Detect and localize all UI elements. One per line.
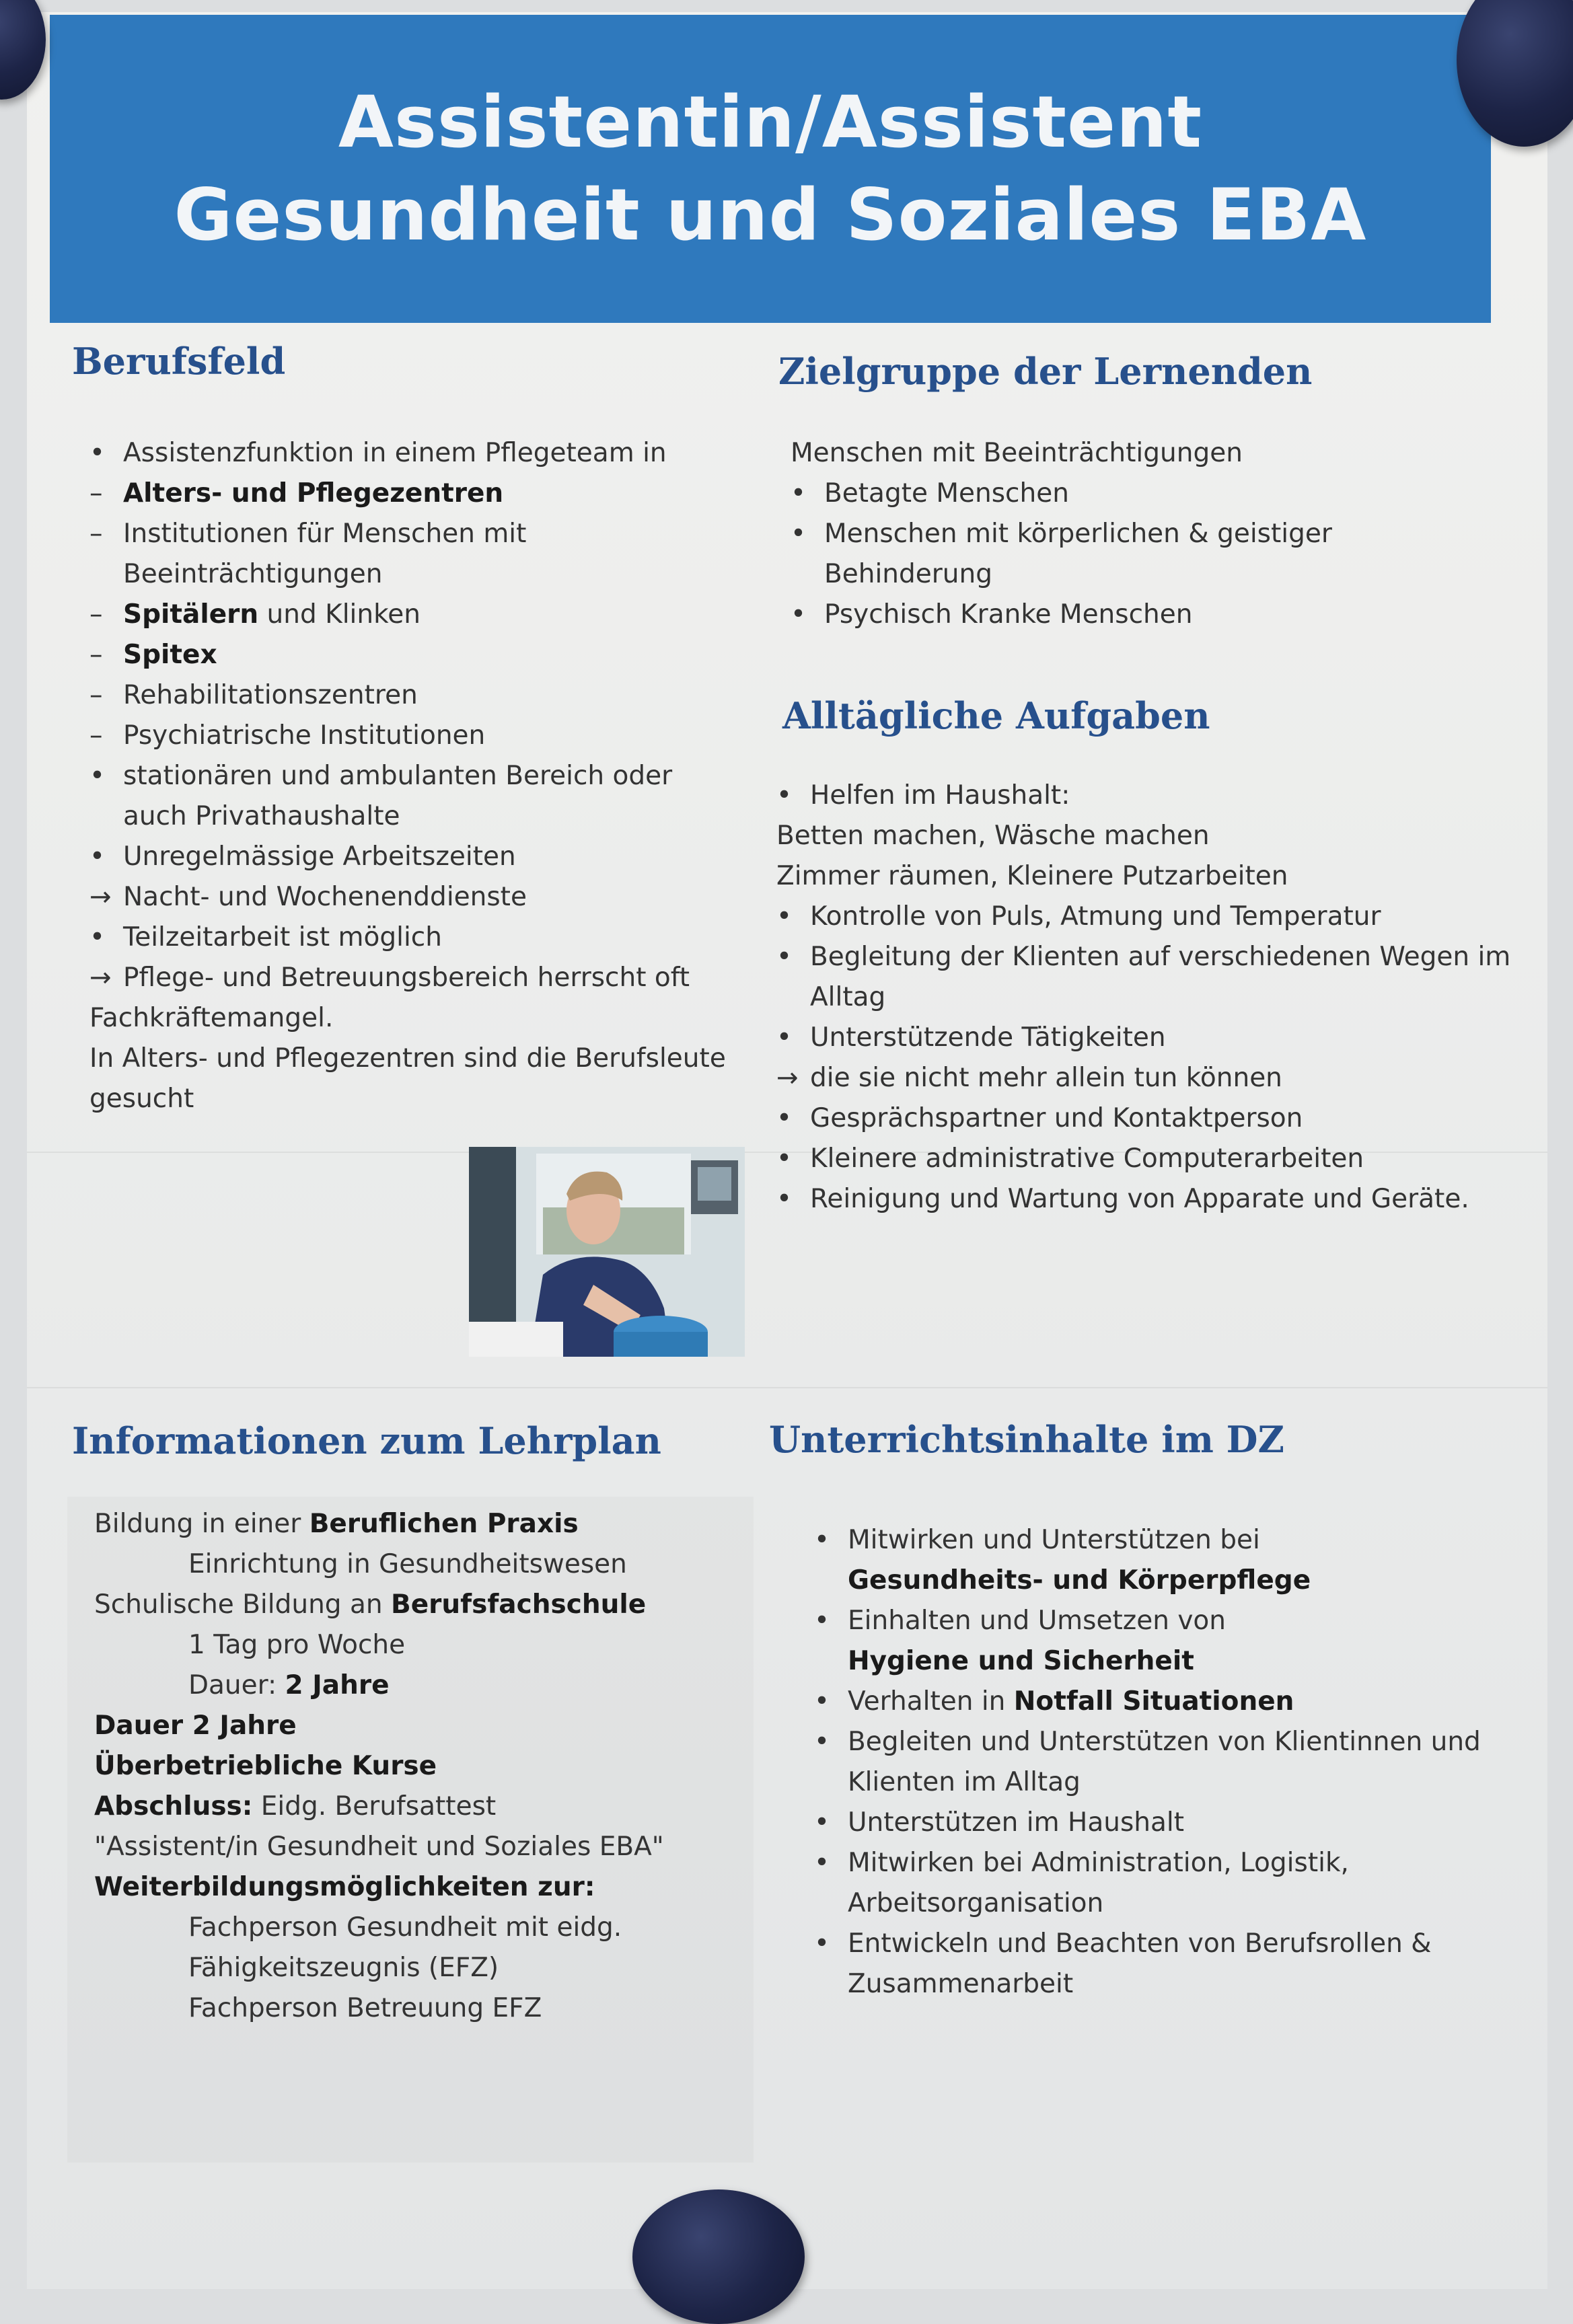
item-bold-text: Berufsfachschule bbox=[390, 1589, 647, 1620]
item-text: Fachkräftemangel. bbox=[89, 1003, 334, 1033]
item-text: Psychiatrische Institutionen bbox=[123, 720, 486, 751]
bullet-marker: – bbox=[89, 478, 103, 509]
list-item bbox=[814, 1601, 1514, 1682]
aufgaben-items bbox=[776, 776, 1523, 1220]
list-item bbox=[776, 897, 1523, 937]
list-item bbox=[89, 756, 729, 837]
bullet-marker: • bbox=[814, 1928, 830, 1959]
item-bold-text: Dauer 2 Jahre bbox=[94, 1711, 297, 1741]
paper-fold-line bbox=[27, 1387, 1547, 1388]
lehrplan-list bbox=[94, 1504, 754, 2029]
item-text: Fähigkeitszeugnis (EFZ) bbox=[188, 1953, 499, 1983]
list-item bbox=[814, 1924, 1514, 2004]
item-text: Teilzeitarbeit ist möglich bbox=[123, 922, 442, 952]
item-text: Kleinere administrative Computerarbeiten bbox=[810, 1144, 1364, 1174]
magnet-bottom bbox=[632, 2189, 805, 2324]
list-item bbox=[89, 433, 729, 474]
item-bold-text: Notfall Situationen bbox=[1013, 1686, 1294, 1717]
item-bold-text: Spitex bbox=[123, 640, 217, 670]
caregiver-photo-image bbox=[469, 1147, 745, 1357]
bullet-marker: • bbox=[776, 1144, 793, 1174]
list-item bbox=[89, 1039, 729, 1119]
list-item bbox=[94, 1948, 754, 1988]
bullet-marker: • bbox=[814, 1807, 830, 1838]
item-text: und Klinken bbox=[258, 599, 421, 630]
list-item bbox=[94, 1908, 754, 1948]
list-item bbox=[94, 1706, 754, 1746]
bullet-marker: • bbox=[776, 901, 793, 932]
list-item bbox=[776, 816, 1523, 856]
bullet-marker: • bbox=[791, 519, 807, 549]
item-text: In Alters- und Pflegezentren sind die Berufsleute gesucht bbox=[89, 1043, 726, 1114]
item-text: Begleiten und Unterstützen von Klientinnen und Klienten im Alltag bbox=[848, 1727, 1481, 1797]
item-text: Schulische Bildung an bbox=[94, 1589, 391, 1620]
list-item bbox=[94, 1665, 754, 1706]
list-item bbox=[814, 1722, 1514, 1803]
item-text: die sie nicht mehr allein tun können bbox=[810, 1063, 1282, 1093]
item-text: Mitwirken und Unterstützen bei bbox=[848, 1525, 1260, 1555]
list-item bbox=[94, 1504, 754, 1544]
berufsfeld-items bbox=[89, 433, 729, 1119]
bullet-marker: – bbox=[89, 599, 103, 630]
photo-caregiver bbox=[469, 1147, 745, 1357]
item-bold-text: Alters- und Pflegezentren bbox=[123, 478, 504, 509]
item-text: Gesprächspartner und Kontaktperson bbox=[810, 1103, 1303, 1133]
item-bold-text: 2 Jahre bbox=[285, 1670, 390, 1700]
item-text: Unregelmässige Arbeitszeiten bbox=[123, 841, 516, 872]
item-text: Pflege- und Betreuungsbereich herrscht oft bbox=[123, 963, 690, 993]
list-item bbox=[94, 1827, 754, 1867]
item-text: Helfen im Haushalt: bbox=[810, 780, 1070, 811]
bullet-marker: • bbox=[776, 1022, 793, 1053]
bullet-marker: • bbox=[791, 478, 807, 509]
aufgaben-list bbox=[776, 776, 1523, 1220]
bullet-marker: • bbox=[776, 780, 793, 811]
item-text: Betten machen, Wäsche machen bbox=[776, 821, 1210, 851]
bullet-marker: • bbox=[814, 1606, 830, 1636]
bullet-marker: • bbox=[776, 1184, 793, 1214]
list-item bbox=[814, 1682, 1514, 1722]
zielgruppe-list bbox=[791, 433, 1497, 635]
list-item bbox=[776, 1179, 1523, 1220]
item-text: Eidg. Berufsattest bbox=[252, 1791, 497, 1822]
bullet-marker: – bbox=[89, 720, 103, 751]
item-text: stationären und ambulanten Bereich oder auch Privathaushalte bbox=[123, 761, 673, 831]
list-item bbox=[94, 1625, 754, 1665]
list-item bbox=[94, 1544, 754, 1585]
bullet-marker: • bbox=[89, 438, 106, 468]
heading-zielgruppe: Zielgruppe der Lernenden bbox=[778, 350, 1313, 393]
item-bold-text: Gesundheits- und Körperpflege bbox=[848, 1565, 1311, 1596]
lehrplan-items bbox=[94, 1504, 754, 2029]
list-item bbox=[89, 675, 729, 716]
list-item bbox=[814, 1803, 1514, 1843]
list-item bbox=[776, 1018, 1523, 1058]
item-text: Zimmer räumen, Kleinere Putzarbeiten bbox=[776, 861, 1288, 891]
title-line-2: Gesundheit und Soziales EBA bbox=[174, 174, 1367, 256]
list-item bbox=[89, 595, 729, 635]
heading-berufsfeld: Berufsfeld bbox=[72, 340, 286, 383]
bullet-marker: → bbox=[776, 1063, 799, 1093]
item-text: Begleitung der Klienten auf verschiedenen Wegen im Alltag bbox=[810, 942, 1511, 1012]
item-text: Assistenzfunktion in einem Pflegeteam in bbox=[123, 438, 667, 468]
bullet-marker: • bbox=[814, 1848, 830, 1878]
item-bold-text: Beruflichen Praxis bbox=[309, 1509, 579, 1539]
list-item bbox=[89, 998, 729, 1039]
list-item bbox=[94, 1787, 754, 1827]
item-text: Bildung in einer bbox=[94, 1509, 309, 1539]
bullet-marker: – bbox=[89, 640, 103, 670]
list-item bbox=[791, 474, 1497, 514]
heading-lehrplan: Informationen zum Lehrplan bbox=[72, 1419, 661, 1462]
item-bold-text: Hygiene und Sicherheit bbox=[848, 1646, 1194, 1676]
list-item bbox=[89, 958, 729, 998]
list-item bbox=[89, 917, 729, 958]
list-item bbox=[94, 1746, 754, 1787]
list-item bbox=[89, 877, 729, 917]
item-text: Einrichtung in Gesundheitswesen bbox=[188, 1549, 627, 1579]
item-text: Unterstützende Tätigkeiten bbox=[810, 1022, 1166, 1053]
bullet-marker: • bbox=[776, 942, 793, 972]
bullet-marker: – bbox=[89, 680, 103, 710]
item-text: Fachperson Gesundheit mit eidg. bbox=[188, 1912, 622, 1943]
bullet-marker: → bbox=[89, 882, 112, 912]
berufsfeld-list bbox=[89, 433, 729, 1119]
bullet-marker: • bbox=[89, 922, 106, 952]
item-text: Psychisch Kranke Menschen bbox=[824, 599, 1193, 630]
item-text: Entwickeln und Beachten von Berufsrollen & Zusammenarbeit bbox=[848, 1928, 1432, 1999]
list-item bbox=[776, 937, 1523, 1018]
list-item bbox=[791, 433, 1497, 474]
item-bold-text: Überbetriebliche Kurse bbox=[94, 1751, 437, 1781]
list-item bbox=[89, 514, 729, 595]
bullet-marker: → bbox=[89, 963, 112, 993]
list-item bbox=[776, 856, 1523, 897]
list-item bbox=[94, 1988, 754, 2029]
title-line-1: Assistentin/Assistent bbox=[338, 81, 1203, 163]
item-text: Unterstützen im Haushalt bbox=[848, 1807, 1185, 1838]
list-item bbox=[89, 837, 729, 877]
item-text: Kontrolle von Puls, Atmung und Temperatur bbox=[810, 901, 1381, 932]
item-text: Verhalten in bbox=[848, 1686, 1014, 1717]
item-bold-text: Weiterbildungsmöglichkeiten zur: bbox=[94, 1872, 595, 1902]
list-item bbox=[776, 1139, 1523, 1179]
item-text: Einhalten und Umsetzen von bbox=[848, 1606, 1227, 1636]
list-item bbox=[776, 1058, 1523, 1098]
item-text: Dauer: bbox=[188, 1670, 285, 1700]
bullet-marker: • bbox=[814, 1727, 830, 1757]
item-text: Reinigung und Wartung von Apparate und Geräte. bbox=[810, 1184, 1469, 1214]
item-text: "Assistent/in Gesundheit und Soziales EBA" bbox=[94, 1832, 664, 1862]
bullet-marker: • bbox=[814, 1686, 830, 1717]
bullet-marker: • bbox=[89, 761, 106, 791]
bullet-marker: • bbox=[814, 1525, 830, 1555]
bullet-marker: • bbox=[89, 841, 106, 872]
item-text: Nacht- und Wochenenddienste bbox=[123, 882, 527, 912]
item-text: 1 Tag pro Woche bbox=[188, 1630, 406, 1660]
list-item bbox=[776, 776, 1523, 816]
list-item bbox=[814, 1520, 1514, 1601]
heading-aufgaben: Alltägliche Aufgaben bbox=[782, 694, 1210, 737]
list-item bbox=[791, 595, 1497, 635]
item-bold-text: Abschluss: bbox=[94, 1791, 253, 1822]
item-text: Menschen mit Beeinträchtigungen bbox=[791, 438, 1243, 468]
list-item bbox=[89, 635, 729, 675]
list-item bbox=[776, 1098, 1523, 1139]
item-text: Rehabilitationszentren bbox=[123, 680, 418, 710]
bullet-marker: • bbox=[791, 599, 807, 630]
item-text: Institutionen für Menschen mit Beeinträchtigungen bbox=[123, 519, 527, 589]
list-item bbox=[89, 474, 729, 514]
unterricht-items bbox=[814, 1520, 1514, 2004]
list-item bbox=[94, 1585, 754, 1625]
item-text: Betagte Menschen bbox=[824, 478, 1069, 509]
list-item bbox=[814, 1843, 1514, 1924]
item-text: Menschen mit körperlichen & geistiger Behinderung bbox=[824, 519, 1332, 589]
heading-unterricht: Unterrichtsinhalte im DZ bbox=[769, 1418, 1284, 1461]
list-item bbox=[94, 1867, 754, 1908]
list-item bbox=[89, 716, 729, 756]
unterricht-list bbox=[814, 1520, 1514, 2004]
bullet-marker: • bbox=[776, 1103, 793, 1133]
item-text: Fachperson Betreuung EFZ bbox=[188, 1993, 542, 2023]
bullet-marker: – bbox=[89, 519, 103, 549]
title-banner bbox=[50, 15, 1491, 323]
item-text: Mitwirken bei Administration, Logistik, Arbeitsorganisation bbox=[848, 1848, 1349, 1918]
item-bold-text: Spitälern bbox=[123, 599, 259, 630]
zielgruppe-items bbox=[791, 433, 1497, 635]
list-item bbox=[791, 514, 1497, 595]
